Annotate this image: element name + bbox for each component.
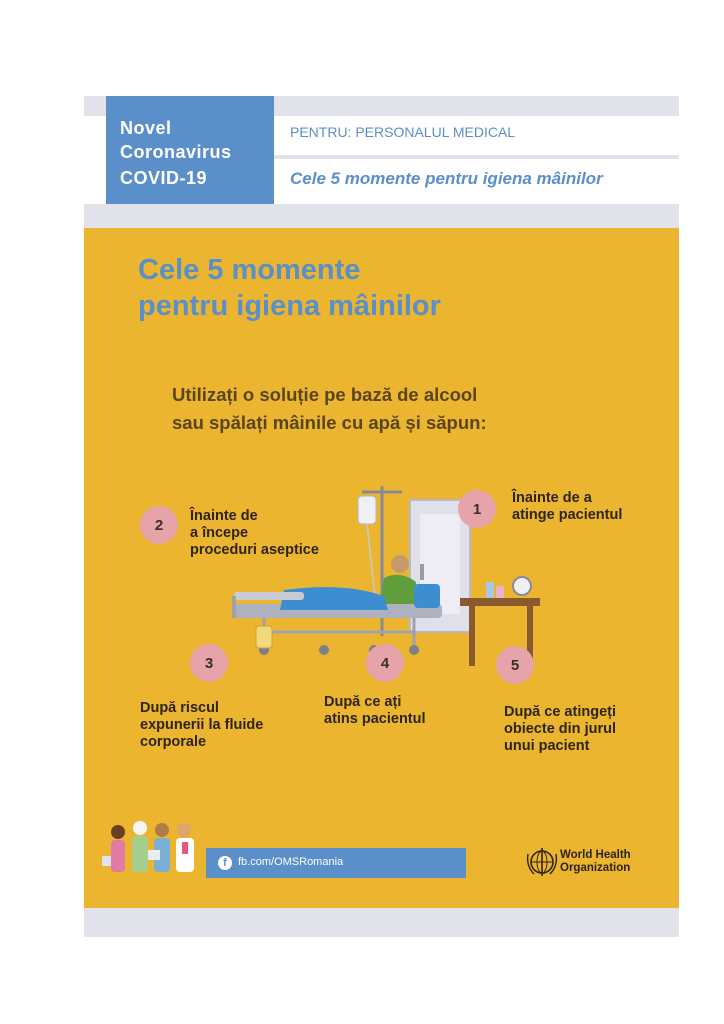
moment-4-line-1: După ce ați: [324, 694, 402, 710]
moment-3-line-2: expunerii la fluide: [140, 717, 264, 733]
moment-4-text: [324, 694, 426, 728]
header-subtitle: Cele 5 momente pentru igiena mâinilor: [290, 169, 603, 188]
moment-5-text: [504, 704, 616, 755]
who-name-line-1: World Health: [560, 849, 631, 861]
poster: [84, 96, 679, 937]
health-workers-illustration: [100, 818, 204, 878]
moment-3-line-1: După riscul: [140, 700, 219, 716]
moment-1-badge: 1: [458, 490, 496, 528]
moment-5-line-2: obiecte din jurul: [504, 721, 616, 737]
instruction-line-2: sau spălați mâinile cu apă și săpun:: [172, 412, 487, 433]
moment-4-line-2: atins pacientul: [324, 711, 426, 727]
footer-band: [84, 908, 679, 937]
brand-line-2: Coronavirus: [120, 142, 232, 162]
who-organization-name: [560, 849, 631, 875]
moment-5-badge: 5: [496, 646, 534, 684]
moment-2-badge: 2: [140, 506, 178, 544]
moment-1-line-2: atinge pacientul: [512, 507, 623, 523]
moment-5-line-1: După ce atingeți: [504, 704, 616, 720]
moment-3-text: [140, 700, 263, 751]
facebook-link-bar[interactable]: [206, 848, 466, 878]
main-panel: [84, 228, 679, 908]
instruction-line-1: Utilizați o soluție pe bază de alcool: [172, 384, 478, 405]
brand-line-3: COVID-19: [120, 168, 208, 188]
audience-label: PENTRU: PERSONALUL MEDICAL: [290, 124, 516, 140]
moment-3-badge: 3: [190, 644, 228, 682]
moment-4-badge: 4: [366, 644, 404, 682]
moment-2-line-3: proceduri aseptice: [190, 542, 319, 558]
moment-5-line-3: unui pacient: [504, 738, 590, 754]
moment-3-line-3: corporale: [140, 734, 207, 750]
brand-box: [106, 96, 274, 204]
moment-1-line-1: Înainte de a: [512, 490, 592, 506]
facebook-icon: f: [218, 856, 232, 870]
who-logo-icon: [524, 844, 560, 880]
moment-2-line-1: Înainte de: [190, 508, 258, 524]
who-name-line-2: Organization: [560, 862, 631, 874]
moment-2-text: [190, 508, 319, 559]
facebook-link-text[interactable]: fb.com/OMSRomania: [238, 856, 344, 868]
moment-1-text: [512, 490, 622, 524]
header-separator: [274, 155, 679, 159]
brand-line-1: Novel: [120, 118, 172, 138]
header-bottom-band: [84, 204, 679, 228]
moment-2-line-2: a începe: [190, 525, 249, 541]
main-title-line-1: Cele 5 momente: [138, 254, 361, 286]
main-title-line-2: pentru igiena mâinilor: [138, 290, 441, 322]
